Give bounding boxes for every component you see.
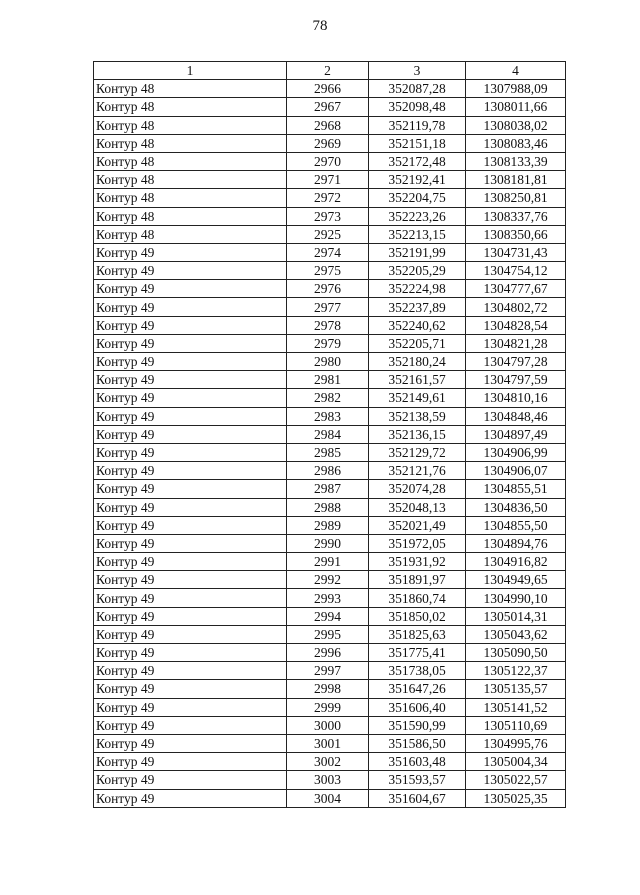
table-row bbox=[94, 753, 566, 771]
point-number-cell: 2989 bbox=[287, 516, 369, 534]
contour-name-cell: Контур 49 bbox=[94, 298, 287, 316]
table-row bbox=[94, 607, 566, 625]
y-coordinate-cell: 1305043,62 bbox=[466, 625, 566, 643]
y-coordinate-cell: 1308181,81 bbox=[466, 171, 566, 189]
point-number-cell: 2975 bbox=[287, 262, 369, 280]
contour-name-cell: Контур 49 bbox=[94, 262, 287, 280]
x-coordinate-cell: 352087,28 bbox=[369, 80, 466, 98]
y-coordinate-cell: 1305004,34 bbox=[466, 753, 566, 771]
table-row bbox=[94, 389, 566, 407]
point-number-cell: 2925 bbox=[287, 225, 369, 243]
table-header-row bbox=[94, 62, 566, 80]
table-row bbox=[94, 553, 566, 571]
table-row bbox=[94, 98, 566, 116]
contour-name-cell: Контур 49 bbox=[94, 243, 287, 261]
point-number-cell: 2987 bbox=[287, 480, 369, 498]
y-coordinate-cell: 1304777,67 bbox=[466, 280, 566, 298]
table-row bbox=[94, 225, 566, 243]
x-coordinate-cell: 351586,50 bbox=[369, 734, 466, 752]
x-coordinate-cell: 351590,99 bbox=[369, 716, 466, 734]
column-header-2: 2 bbox=[287, 62, 369, 80]
x-coordinate-cell: 352161,57 bbox=[369, 371, 466, 389]
y-coordinate-cell: 1304906,07 bbox=[466, 462, 566, 480]
x-coordinate-cell: 351593,57 bbox=[369, 771, 466, 789]
contour-name-cell: Контур 49 bbox=[94, 589, 287, 607]
y-coordinate-cell: 1304897,49 bbox=[466, 425, 566, 443]
contour-name-cell: Контур 49 bbox=[94, 662, 287, 680]
y-coordinate-cell: 1304848,46 bbox=[466, 407, 566, 425]
column-header-3: 3 bbox=[369, 62, 466, 80]
y-coordinate-cell: 1305022,57 bbox=[466, 771, 566, 789]
point-number-cell: 2979 bbox=[287, 334, 369, 352]
y-coordinate-cell: 1307988,09 bbox=[466, 80, 566, 98]
table-row bbox=[94, 771, 566, 789]
table-row bbox=[94, 589, 566, 607]
point-number-cell: 2997 bbox=[287, 662, 369, 680]
y-coordinate-cell: 1304821,28 bbox=[466, 334, 566, 352]
table-row bbox=[94, 498, 566, 516]
y-coordinate-cell: 1305141,52 bbox=[466, 698, 566, 716]
y-coordinate-cell: 1304836,50 bbox=[466, 498, 566, 516]
table-row bbox=[94, 407, 566, 425]
point-number-cell: 2985 bbox=[287, 443, 369, 461]
point-number-cell: 2998 bbox=[287, 680, 369, 698]
y-coordinate-cell: 1305122,37 bbox=[466, 662, 566, 680]
point-number-cell: 2973 bbox=[287, 207, 369, 225]
table-row bbox=[94, 698, 566, 716]
x-coordinate-cell: 352129,72 bbox=[369, 443, 466, 461]
contour-name-cell: Контур 49 bbox=[94, 625, 287, 643]
x-coordinate-cell: 351850,02 bbox=[369, 607, 466, 625]
point-number-cell: 2994 bbox=[287, 607, 369, 625]
y-coordinate-cell: 1305135,57 bbox=[466, 680, 566, 698]
point-number-cell: 2976 bbox=[287, 280, 369, 298]
point-number-cell: 2972 bbox=[287, 189, 369, 207]
contour-name-cell: Контур 49 bbox=[94, 734, 287, 752]
table-row bbox=[94, 134, 566, 152]
point-number-cell: 2969 bbox=[287, 134, 369, 152]
y-coordinate-cell: 1304810,16 bbox=[466, 389, 566, 407]
contour-name-cell: Контур 48 bbox=[94, 171, 287, 189]
contour-name-cell: Контур 48 bbox=[94, 134, 287, 152]
contour-name-cell: Контур 49 bbox=[94, 316, 287, 334]
y-coordinate-cell: 1304754,12 bbox=[466, 262, 566, 280]
contour-name-cell: Контур 49 bbox=[94, 353, 287, 371]
y-coordinate-cell: 1308250,81 bbox=[466, 189, 566, 207]
x-coordinate-cell: 351825,63 bbox=[369, 625, 466, 643]
table-row bbox=[94, 625, 566, 643]
y-coordinate-cell: 1308133,39 bbox=[466, 152, 566, 170]
point-number-cell: 2967 bbox=[287, 98, 369, 116]
x-coordinate-cell: 352205,71 bbox=[369, 334, 466, 352]
point-number-cell: 2966 bbox=[287, 80, 369, 98]
contour-name-cell: Контур 49 bbox=[94, 680, 287, 698]
y-coordinate-cell: 1305025,35 bbox=[466, 789, 566, 807]
contour-name-cell: Контур 49 bbox=[94, 480, 287, 498]
x-coordinate-cell: 352205,29 bbox=[369, 262, 466, 280]
table-row bbox=[94, 571, 566, 589]
contour-name-cell: Контур 49 bbox=[94, 716, 287, 734]
x-coordinate-cell: 351775,41 bbox=[369, 644, 466, 662]
x-coordinate-cell: 352240,62 bbox=[369, 316, 466, 334]
table-row bbox=[94, 298, 566, 316]
table-row bbox=[94, 680, 566, 698]
contour-name-cell: Контур 48 bbox=[94, 98, 287, 116]
table-row bbox=[94, 371, 566, 389]
point-number-cell: 2978 bbox=[287, 316, 369, 334]
point-number-cell: 2996 bbox=[287, 644, 369, 662]
contour-name-cell: Контур 49 bbox=[94, 407, 287, 425]
table-row bbox=[94, 152, 566, 170]
y-coordinate-cell: 1304828,54 bbox=[466, 316, 566, 334]
table-row bbox=[94, 734, 566, 752]
x-coordinate-cell: 351891,97 bbox=[369, 571, 466, 589]
column-header-1: 1 bbox=[94, 62, 287, 80]
x-coordinate-cell: 352192,41 bbox=[369, 171, 466, 189]
y-coordinate-cell: 1305014,31 bbox=[466, 607, 566, 625]
x-coordinate-cell: 352121,76 bbox=[369, 462, 466, 480]
table-row bbox=[94, 207, 566, 225]
y-coordinate-cell: 1308038,02 bbox=[466, 116, 566, 134]
x-coordinate-cell: 352213,15 bbox=[369, 225, 466, 243]
contour-name-cell: Контур 49 bbox=[94, 771, 287, 789]
point-number-cell: 2982 bbox=[287, 389, 369, 407]
x-coordinate-cell: 352224,98 bbox=[369, 280, 466, 298]
table-row bbox=[94, 189, 566, 207]
coordinates-table bbox=[93, 61, 566, 808]
table-body bbox=[94, 80, 566, 808]
point-number-cell: 3003 bbox=[287, 771, 369, 789]
x-coordinate-cell: 351604,67 bbox=[369, 789, 466, 807]
x-coordinate-cell: 351606,40 bbox=[369, 698, 466, 716]
table-row bbox=[94, 480, 566, 498]
table-row bbox=[94, 425, 566, 443]
point-number-cell: 2970 bbox=[287, 152, 369, 170]
point-number-cell: 3002 bbox=[287, 753, 369, 771]
point-number-cell: 2968 bbox=[287, 116, 369, 134]
point-number-cell: 2992 bbox=[287, 571, 369, 589]
table-row bbox=[94, 243, 566, 261]
x-coordinate-cell: 351647,26 bbox=[369, 680, 466, 698]
contour-name-cell: Контур 49 bbox=[94, 698, 287, 716]
y-coordinate-cell: 1304894,76 bbox=[466, 534, 566, 552]
contour-name-cell: Контур 49 bbox=[94, 462, 287, 480]
point-number-cell: 2988 bbox=[287, 498, 369, 516]
table-row bbox=[94, 716, 566, 734]
contour-name-cell: Контур 48 bbox=[94, 189, 287, 207]
table-row bbox=[94, 644, 566, 662]
table-row bbox=[94, 443, 566, 461]
y-coordinate-cell: 1304731,43 bbox=[466, 243, 566, 261]
contour-name-cell: Контур 48 bbox=[94, 80, 287, 98]
contour-name-cell: Контур 48 bbox=[94, 225, 287, 243]
column-header-4: 4 bbox=[466, 62, 566, 80]
point-number-cell: 2980 bbox=[287, 353, 369, 371]
y-coordinate-cell: 1304797,59 bbox=[466, 371, 566, 389]
x-coordinate-cell: 352204,75 bbox=[369, 189, 466, 207]
table-row bbox=[94, 171, 566, 189]
contour-name-cell: Контур 49 bbox=[94, 389, 287, 407]
y-coordinate-cell: 1304802,72 bbox=[466, 298, 566, 316]
y-coordinate-cell: 1308011,66 bbox=[466, 98, 566, 116]
x-coordinate-cell: 352172,48 bbox=[369, 152, 466, 170]
y-coordinate-cell: 1304855,51 bbox=[466, 480, 566, 498]
table-row bbox=[94, 280, 566, 298]
x-coordinate-cell: 352136,15 bbox=[369, 425, 466, 443]
contour-name-cell: Контур 49 bbox=[94, 498, 287, 516]
point-number-cell: 2971 bbox=[287, 171, 369, 189]
x-coordinate-cell: 352223,26 bbox=[369, 207, 466, 225]
x-coordinate-cell: 351931,92 bbox=[369, 553, 466, 571]
point-number-cell: 2986 bbox=[287, 462, 369, 480]
contour-name-cell: Контур 49 bbox=[94, 571, 287, 589]
contour-name-cell: Контур 48 bbox=[94, 207, 287, 225]
x-coordinate-cell: 351860,74 bbox=[369, 589, 466, 607]
y-coordinate-cell: 1304916,82 bbox=[466, 553, 566, 571]
contour-name-cell: Контур 49 bbox=[94, 553, 287, 571]
y-coordinate-cell: 1304990,10 bbox=[466, 589, 566, 607]
y-coordinate-cell: 1304949,65 bbox=[466, 571, 566, 589]
x-coordinate-cell: 351738,05 bbox=[369, 662, 466, 680]
x-coordinate-cell: 352149,61 bbox=[369, 389, 466, 407]
x-coordinate-cell: 352151,18 bbox=[369, 134, 466, 152]
y-coordinate-cell: 1308083,46 bbox=[466, 134, 566, 152]
table-row bbox=[94, 462, 566, 480]
y-coordinate-cell: 1304855,50 bbox=[466, 516, 566, 534]
y-coordinate-cell: 1305110,69 bbox=[466, 716, 566, 734]
y-coordinate-cell: 1308337,76 bbox=[466, 207, 566, 225]
point-number-cell: 2983 bbox=[287, 407, 369, 425]
x-coordinate-cell: 352119,78 bbox=[369, 116, 466, 134]
table-row bbox=[94, 262, 566, 280]
contour-name-cell: Контур 49 bbox=[94, 334, 287, 352]
x-coordinate-cell: 352098,48 bbox=[369, 98, 466, 116]
table-row bbox=[94, 353, 566, 371]
table-row bbox=[94, 516, 566, 534]
contour-name-cell: Контур 49 bbox=[94, 516, 287, 534]
x-coordinate-cell: 352048,13 bbox=[369, 498, 466, 516]
y-coordinate-cell: 1304906,99 bbox=[466, 443, 566, 461]
contour-name-cell: Контур 49 bbox=[94, 371, 287, 389]
contour-name-cell: Контур 49 bbox=[94, 753, 287, 771]
table-row bbox=[94, 80, 566, 98]
x-coordinate-cell: 352138,59 bbox=[369, 407, 466, 425]
y-coordinate-cell: 1304797,28 bbox=[466, 353, 566, 371]
y-coordinate-cell: 1308350,66 bbox=[466, 225, 566, 243]
x-coordinate-cell: 351603,48 bbox=[369, 753, 466, 771]
x-coordinate-cell: 352074,28 bbox=[369, 480, 466, 498]
table-row bbox=[94, 316, 566, 334]
table-row bbox=[94, 534, 566, 552]
x-coordinate-cell: 351972,05 bbox=[369, 534, 466, 552]
page-number: 78 bbox=[312, 18, 328, 34]
table-row bbox=[94, 789, 566, 807]
point-number-cell: 2999 bbox=[287, 698, 369, 716]
point-number-cell: 2984 bbox=[287, 425, 369, 443]
point-number-cell: 2993 bbox=[287, 589, 369, 607]
y-coordinate-cell: 1305090,50 bbox=[466, 644, 566, 662]
table-row bbox=[94, 116, 566, 134]
table-row bbox=[94, 662, 566, 680]
contour-name-cell: Контур 48 bbox=[94, 116, 287, 134]
contour-name-cell: Контур 49 bbox=[94, 425, 287, 443]
point-number-cell: 3004 bbox=[287, 789, 369, 807]
contour-name-cell: Контур 49 bbox=[94, 534, 287, 552]
point-number-cell: 2990 bbox=[287, 534, 369, 552]
contour-name-cell: Контур 49 bbox=[94, 443, 287, 461]
x-coordinate-cell: 352191,99 bbox=[369, 243, 466, 261]
contour-name-cell: Контур 49 bbox=[94, 280, 287, 298]
point-number-cell: 2974 bbox=[287, 243, 369, 261]
contour-name-cell: Контур 49 bbox=[94, 789, 287, 807]
point-number-cell: 2991 bbox=[287, 553, 369, 571]
y-coordinate-cell: 1304995,76 bbox=[466, 734, 566, 752]
table-row bbox=[94, 334, 566, 352]
point-number-cell: 3001 bbox=[287, 734, 369, 752]
contour-name-cell: Контур 48 bbox=[94, 152, 287, 170]
point-number-cell: 3000 bbox=[287, 716, 369, 734]
point-number-cell: 2981 bbox=[287, 371, 369, 389]
x-coordinate-cell: 352180,24 bbox=[369, 353, 466, 371]
point-number-cell: 2977 bbox=[287, 298, 369, 316]
x-coordinate-cell: 352237,89 bbox=[369, 298, 466, 316]
contour-name-cell: Контур 49 bbox=[94, 607, 287, 625]
contour-name-cell: Контур 49 bbox=[94, 644, 287, 662]
x-coordinate-cell: 352021,49 bbox=[369, 516, 466, 534]
point-number-cell: 2995 bbox=[287, 625, 369, 643]
